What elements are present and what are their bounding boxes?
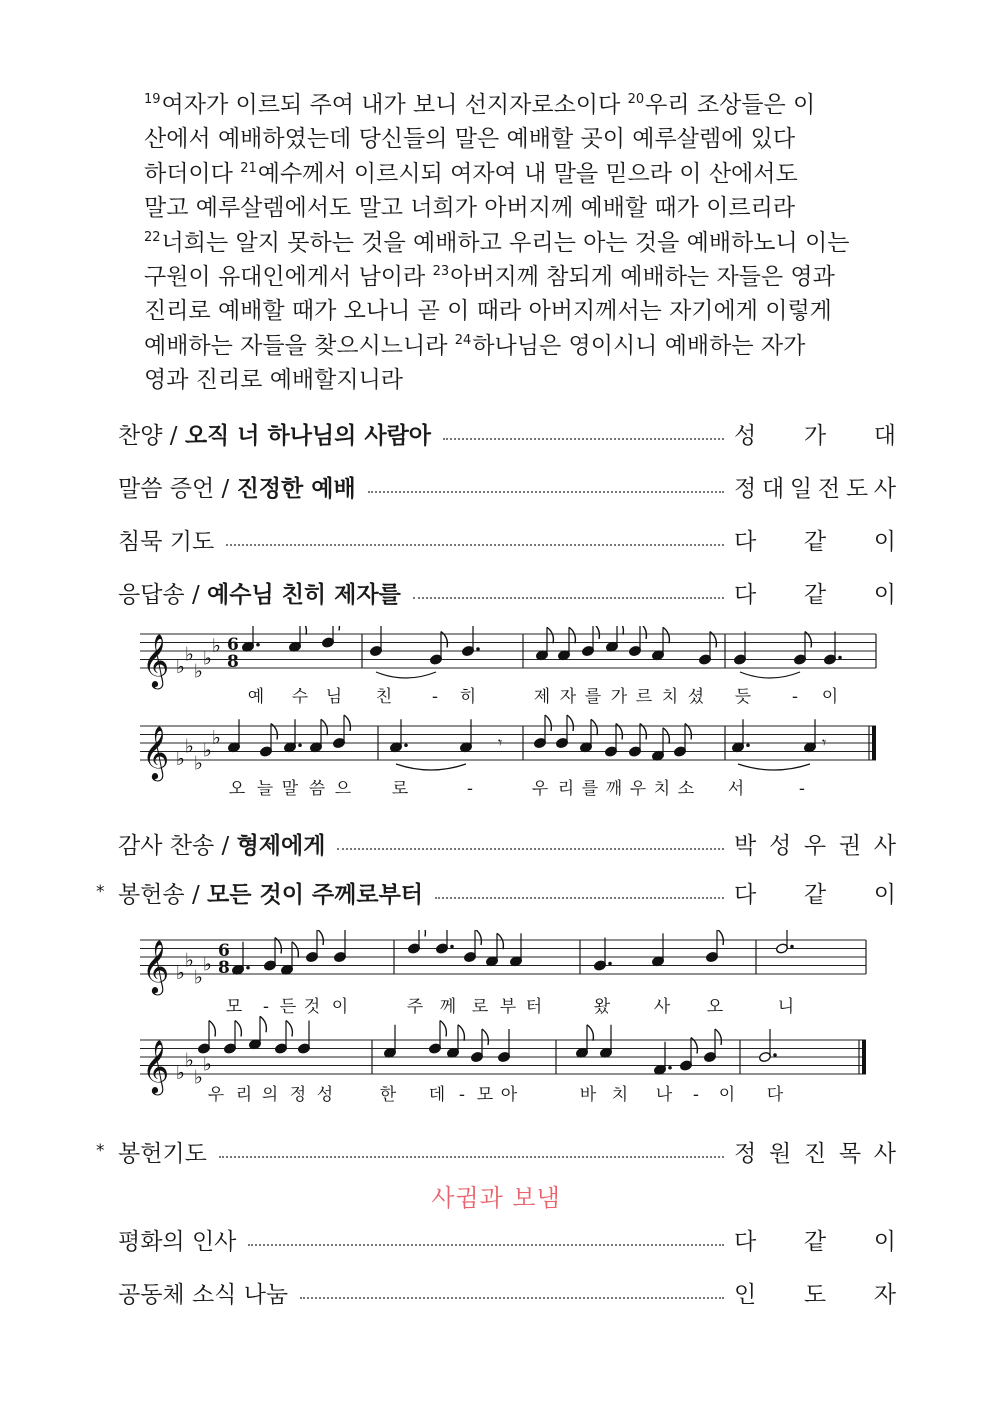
scripture-line [144,191,884,225]
item-label: 침묵 기도 [118,528,215,555]
note-flag [547,627,553,643]
verse-number: 19 [144,92,161,107]
verse-text: 우리 조상들은 이 [645,92,816,118]
treble-clef-icon: 𝄞 [142,633,170,687]
section-title: 사귐과 보냄 [431,1184,561,1212]
note-flag [475,930,481,945]
order-item-praise [96,413,896,453]
time-signature-top: 6 [227,635,239,655]
lyric-syllable: 씀 [308,779,326,799]
item-title: 진정한 예배 [236,475,356,502]
lyric-syllable: 서 [727,779,745,799]
lyric-syllable: 이 [331,997,349,1017]
lyric-syllable: 소 [677,779,695,799]
lyric-syllable: 치 [611,1085,629,1105]
note-flag [300,626,306,635]
note-flag [717,930,723,945]
order-item-community-news [96,1272,896,1312]
time-signature-bottom: 8 [218,958,230,978]
scripture-line [144,260,884,294]
final-barline-thick [862,1040,866,1074]
flat-icon: ♭ [176,1062,185,1084]
note-flag [260,1016,266,1032]
flat-icon: ♭ [185,1049,194,1072]
note-flag [587,1025,593,1041]
lyric-syllable: 친 [375,687,393,707]
verse-number: 21 [240,160,257,176]
note-dot [404,743,408,747]
item-leader: 다 같 이 [734,1228,896,1255]
item-mark: * [96,1141,105,1161]
flat-icon: ♭ [185,949,194,972]
scripture-passage [144,88,884,398]
item-leader: 다 같 이 [734,581,896,608]
lyric-syllable: 히 [459,687,477,707]
lyric-syllable: 의 [261,1085,279,1105]
order-item-response-song [96,572,896,612]
scripture-line [144,157,884,191]
note-flag [317,930,323,945]
lyric-syllable: 나 [655,1085,673,1105]
staff-system [140,715,876,781]
item-label: 감사 찬송 / [118,832,237,859]
lyric-syllable: 를 [584,687,602,707]
leader-dots [248,1244,724,1246]
leader-dots [435,897,724,899]
note-flag [640,626,646,639]
lyric-syllable: 님 [325,687,343,707]
verse-number: 22 [144,229,161,245]
tie [738,764,810,770]
lyric-syllable: - [262,997,270,1017]
lyric-syllable: 왔 [593,997,611,1017]
staff-system [140,930,866,995]
lyric-syllable: 이 [718,1085,736,1105]
lyric-syllable: 께 [439,997,457,1017]
verse-text: 여자가 이르되 주여 내가 보니 선지자로소이다 [161,92,628,118]
order-item-peace-greeting [96,1219,896,1259]
note-flag [593,626,599,639]
verse-text: 예배하는 자들을 찾으시느니라 [144,332,455,359]
order-item-silent-prayer [96,519,896,559]
lyric-syllable: 데 [428,1085,446,1105]
lyric-syllable: 치 [653,779,671,799]
lyric-syllable: 예 [247,687,265,707]
lyric-syllable: - [431,687,439,707]
order-item-sermon [96,466,896,506]
note-dot [246,966,250,970]
lyric-syllable: 르 [635,687,653,707]
lyric-syllable: 모 [476,1085,494,1105]
lyric-syllable: - [798,779,806,799]
item-mark: * [96,882,105,902]
scripture-line [144,88,884,122]
verse-number: 20 [627,92,645,107]
note-flag [419,930,425,937]
lyric-syllable: 제 [533,687,551,707]
verse-text: 아버지께 참되게 예배하는 자들은 영과 [450,264,835,291]
lyric-syllable: 우 [207,1085,225,1105]
note-flag [567,715,573,731]
verse-text: 하더이다 [144,160,241,187]
note-dot [790,945,794,949]
verse-number: 23 [432,264,450,280]
order-item-thanks-hymn [96,823,896,863]
item-leader: 정 대 일 전 도 사 [734,475,896,502]
lyric-syllable: 를 [581,779,599,799]
item-label: 찬양 / [118,422,185,449]
note-flag [458,1025,464,1041]
note-dot [256,643,260,647]
lyric-syllable: 사 [653,997,671,1017]
lyric-syllable: - [466,779,474,799]
verse-text: 하나님은 영이시니 예배하는 자가 [472,332,806,359]
item-leader: 다 같 이 [734,528,896,555]
item-label: 봉헌기도 [118,1140,207,1167]
lyric-syllable: 듯 [734,687,752,707]
lyric-syllable: 터 [525,997,543,1017]
flat-icon: ♭ [176,962,185,984]
note-flag [440,1021,446,1037]
item-leader: 박 성 우 권 사 [734,832,896,859]
note-flag [617,626,623,635]
verse-text: 영과 진리로 예배할지니라 [144,367,404,394]
lyric-syllable: 오 [706,997,724,1017]
item-title: 오직 너 하나님의 사람아 [184,422,432,449]
lyric-syllable: 수 [291,687,309,707]
lyric-syllable: 든 [279,997,297,1017]
lyric-syllable: 깨 [605,779,623,799]
item-label: 봉헌송 / [118,881,208,908]
note-dot [476,647,480,651]
time-signature-bottom: 8 [227,652,239,672]
item-leader: 다 같 이 [734,881,896,908]
note-flag [286,1021,292,1037]
lyric-syllable: - [692,1085,700,1105]
note-flag [209,1021,215,1037]
item-leader: 성 가 대 [734,422,896,449]
note-flag [591,719,597,735]
sheet-music-response-song [130,626,890,806]
lyric-syllable: 성 [316,1085,334,1105]
leader-dots [413,597,724,599]
lyric-syllable: 정 [289,1085,307,1105]
lyric-syllable: 모 [225,997,243,1017]
flat-icon: ♭ [185,643,194,666]
scripture-line [144,226,884,260]
note-flag [545,715,551,731]
item-label: 공동체 소식 나눔 [118,1281,289,1308]
note-flag [569,627,575,643]
flat-icon: ♭ [212,726,221,749]
item-label: 말씀 증언 / [118,475,237,502]
eighth-rest-icon: 𝄾 [498,733,503,753]
note-flag [482,1029,488,1045]
note-flag [321,719,327,735]
lyric-syllable: 우 [629,779,647,799]
leader-dots [443,438,724,440]
verse-text: 말고 예루살렘에서도 말고 너희가 아버지께 예배할 때가 이르리라 [144,195,796,222]
leader-dots [300,1297,724,1299]
lyric-syllable: 이 [821,687,839,707]
lyric-syllable: 오 [228,779,246,799]
note-dot [773,1053,777,1057]
verse-text: 예수께서 이르시되 여자여 내 말을 믿으라 이 산에서도 [257,160,798,187]
lyric-syllable: 바 [579,1085,597,1105]
note-flag [344,715,350,731]
lyric-syllable: 니 [777,997,795,1017]
lyric-syllable: 가 [610,687,628,707]
lyric-syllable: 한 [379,1085,397,1105]
leader-dots [337,848,724,850]
flat-icon: ♭ [185,735,194,758]
tie [740,672,800,678]
lyric-syllable: 주 [406,997,424,1017]
lyric-syllable: 셨 [687,687,705,707]
note-dot [298,743,302,747]
lyric-syllable: 로 [391,779,409,799]
note-flag [497,933,503,949]
flat-icon: ♭ [176,748,185,770]
flat-icon: ♭ [203,647,212,670]
flat-icon: ♭ [203,1053,212,1076]
flat-icon: ♭ [194,1066,203,1089]
lyric-syllable: - [458,1085,466,1105]
verse-text: 진리로 예배할 때가 오나니 곧 이 때라 아버지께서는 자기에게 이렇게 [144,298,832,325]
scripture-line [144,122,884,156]
lyric-syllable: 말 [281,779,299,799]
note-dot [668,1066,672,1070]
scripture-line [144,294,884,328]
note-dot [746,743,750,747]
lyric-syllable: 아 [500,1085,518,1105]
tie [376,672,436,678]
lyric-syllable: 다 [766,1085,784,1105]
flat-icon: ♭ [194,966,203,989]
lyric-syllable: 우 [531,779,549,799]
eighth-rest-icon: 𝄾 [822,733,827,753]
flat-icon: ♭ [194,660,203,683]
note-flag [715,1029,721,1045]
tie [396,764,466,770]
lyric-syllable: 자 [559,687,577,707]
verse-number: 24 [454,332,472,348]
flat-icon: ♭ [212,634,221,657]
lyric-syllable: 것 [303,997,321,1017]
item-title: 예수님 친히 제자를 [207,581,401,608]
lyric-syllable: 으 [334,779,352,799]
verse-text: 구원이 유대인에게서 남이라 [144,264,433,291]
sheet-music-offering-song [130,930,890,1110]
order-item-offering-prayer [96,1131,896,1171]
leader-dots [368,491,724,493]
order-item-offering-song [96,872,896,912]
time-signature-top: 6 [218,941,230,961]
lyric-syllable: 치 [661,687,679,707]
flat-icon: ♭ [176,656,185,678]
flat-icon: ♭ [203,953,212,976]
item-title: 모든 것이 주께로부터 [207,881,424,908]
lyric-syllable: 늘 [256,779,274,799]
note-flag [333,626,339,631]
final-barline-thick [872,726,876,760]
lyric-syllable: 리 [557,779,575,799]
note-flag [292,942,298,958]
note-dot [838,656,842,660]
verse-text: 너희는 알지 못하는 것을 예배하고 우리는 아는 것을 예배하노니 이는 [161,229,850,256]
treble-clef-icon: 𝄞 [142,1039,170,1093]
lyric-syllable: 부 [499,997,517,1017]
item-title: 형제에게 [236,832,326,859]
lyric-syllable: 리 [235,1085,253,1105]
flat-icon: ♭ [194,752,203,775]
verse-text: 산에서 예배하였는데 당신들의 말은 예배할 곳이 예루살렘에 있다 [144,126,796,153]
flat-icon: ♭ [203,739,212,762]
note-dot [608,962,612,966]
staff-system [140,1016,866,1095]
lyric-syllable: - [791,687,799,707]
scripture-line [144,363,884,397]
note-flag [235,1021,241,1037]
item-leader: 정 원 진 목 사 [734,1140,896,1167]
scripture-line [144,329,884,363]
lyric-syllable: 로 [471,997,489,1017]
note-flag [663,627,669,643]
leader-dots [226,544,724,546]
item-label: 응답송 / [118,581,208,608]
item-label: 평화의 인사 [118,1228,237,1255]
note-flag [663,728,669,744]
staff-system [140,626,876,689]
treble-clef-icon: 𝄞 [142,939,170,993]
treble-clef-icon: 𝄞 [142,725,170,779]
leader-dots [219,1156,724,1158]
item-leader: 인 도 자 [734,1281,896,1308]
note-dot [450,945,454,949]
